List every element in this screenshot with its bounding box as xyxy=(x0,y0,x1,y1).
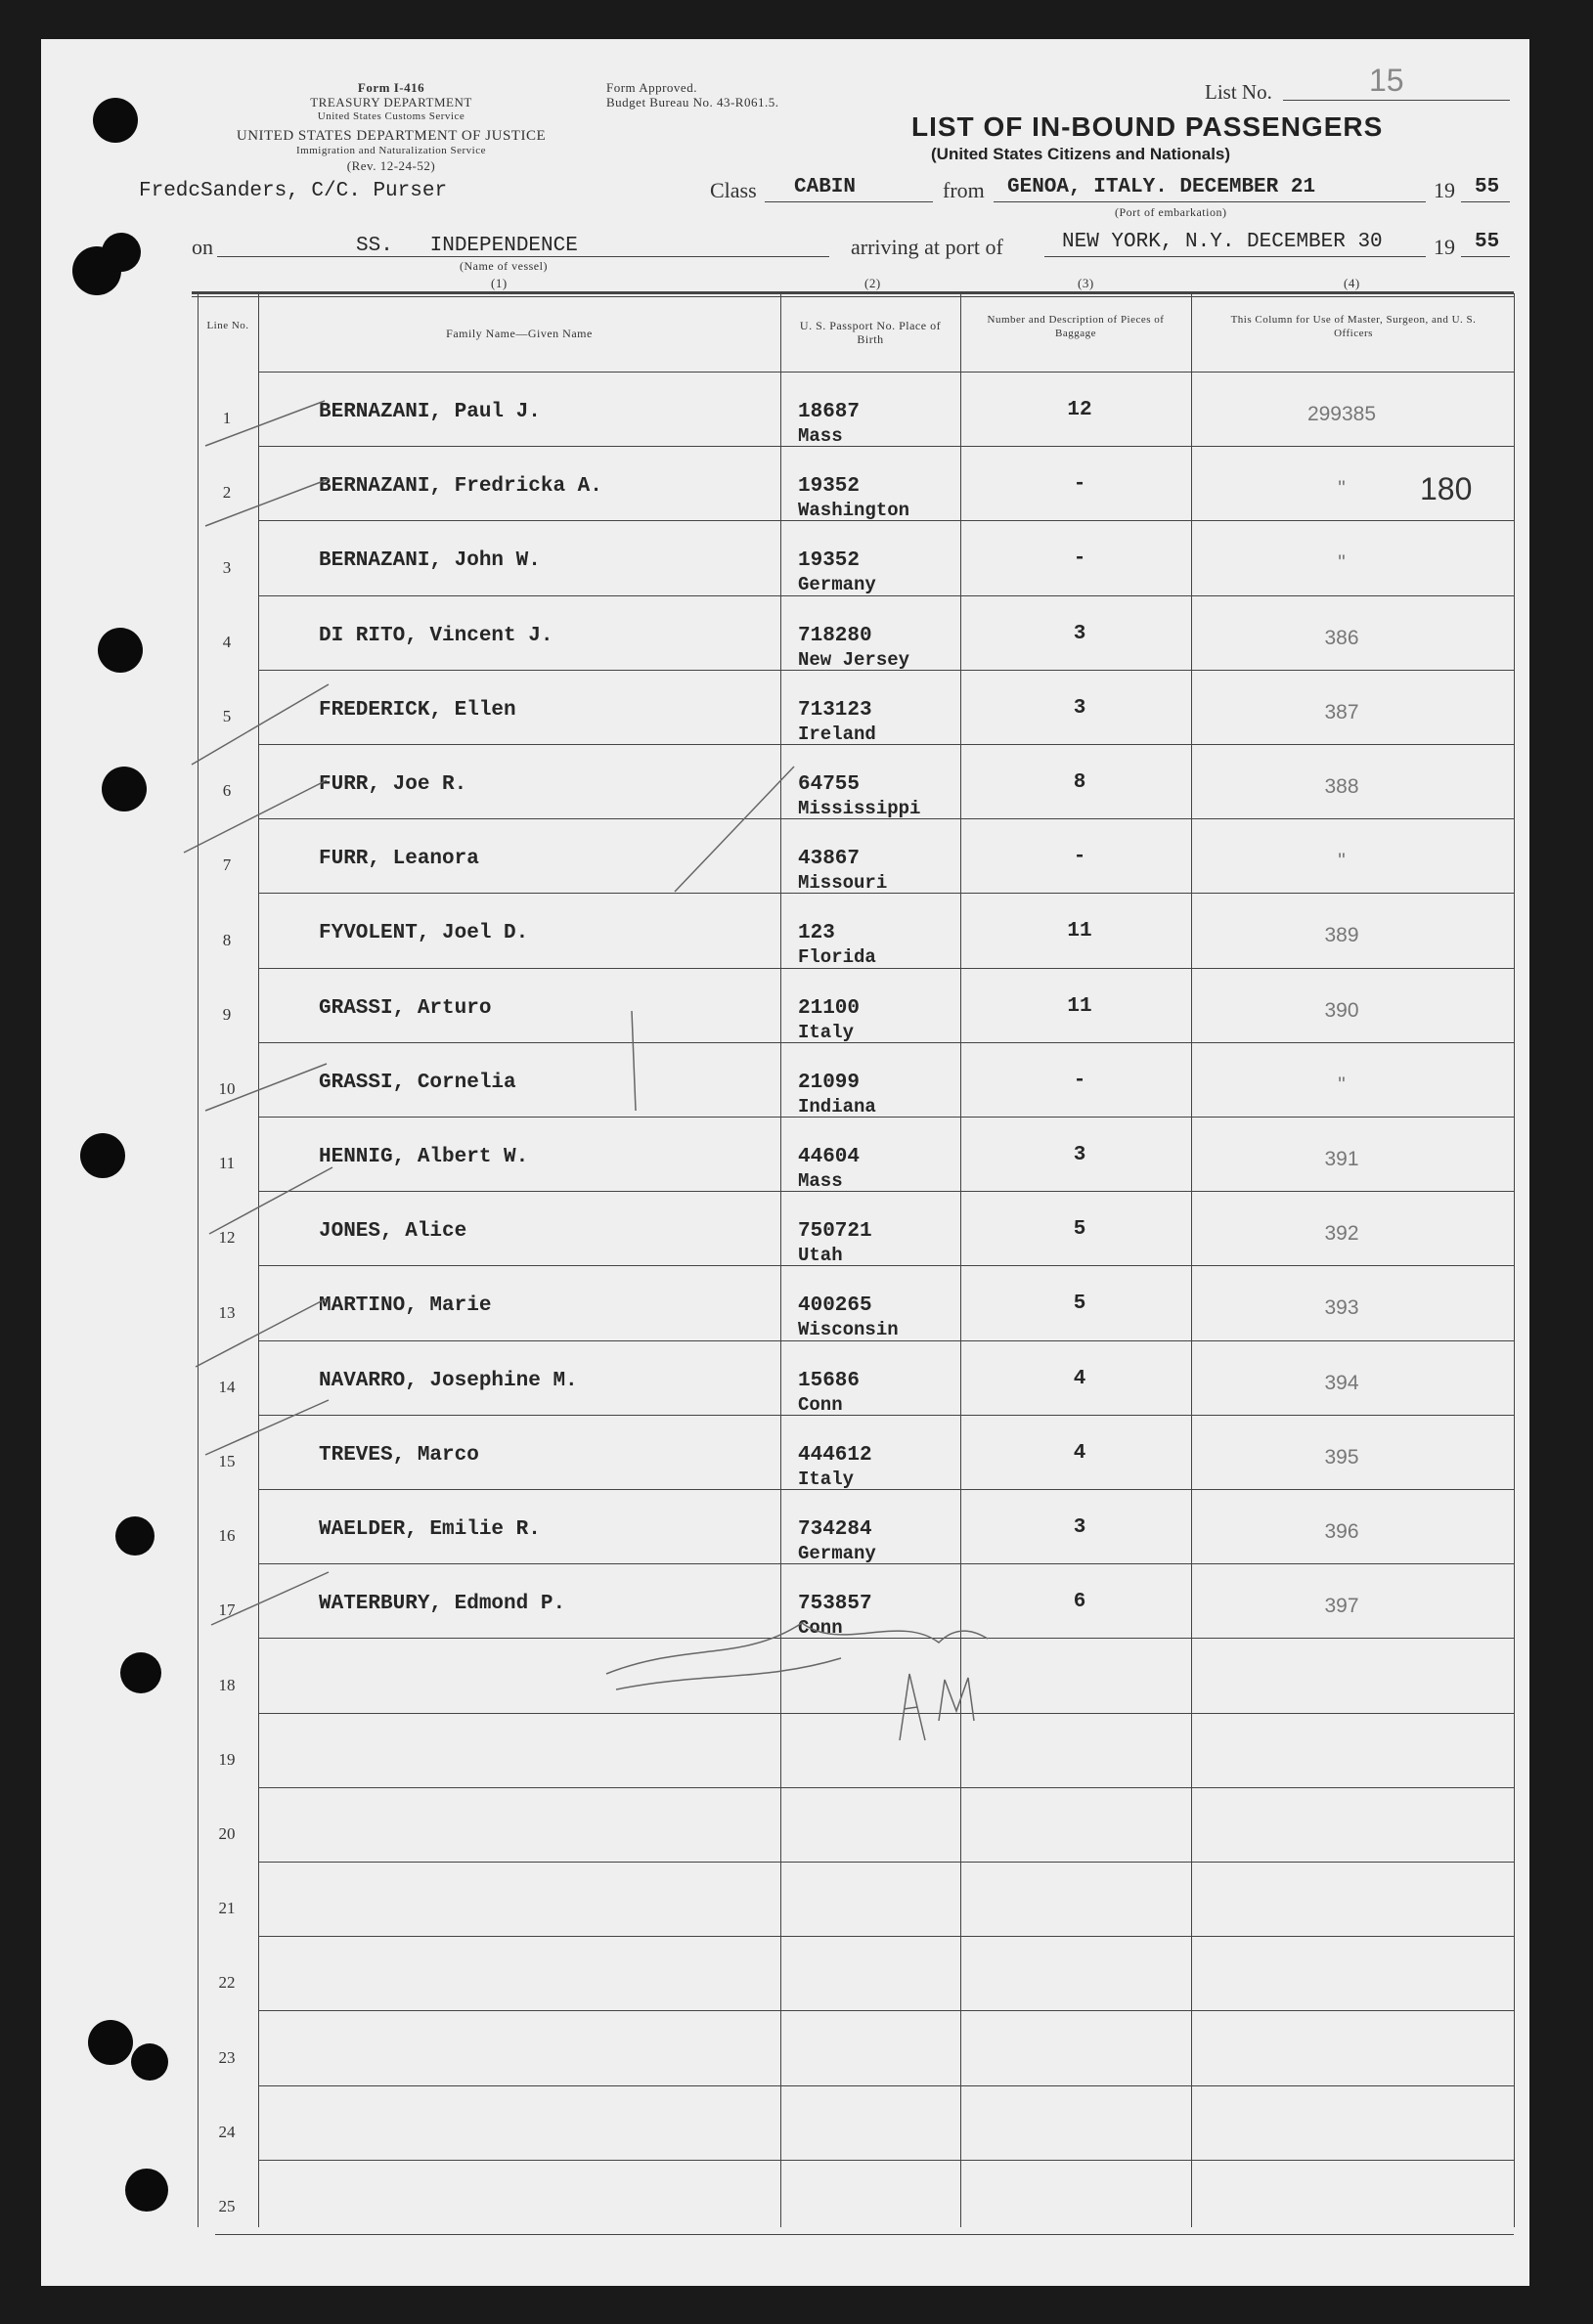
baggage-count: - xyxy=(1073,473,1086,497)
passport-number: 21100 xyxy=(798,996,861,1020)
from-label: from xyxy=(943,178,985,202)
passenger-name: GRASSI, Cornelia xyxy=(319,1071,516,1094)
passenger-name: FURR, Leanora xyxy=(319,848,479,871)
officer-note: 391 xyxy=(1324,1148,1359,1170)
place-of-birth: Mississippi xyxy=(798,798,921,819)
year-prefix: 19 xyxy=(1434,178,1455,202)
passenger-name: HENNIG, Albert W. xyxy=(319,1146,529,1168)
line-number: 18 xyxy=(218,1675,236,1694)
baggage-count: 12 xyxy=(1067,399,1092,421)
line-number: 21 xyxy=(218,1899,236,1918)
line-number: 19 xyxy=(218,1749,236,1769)
line-number: 13 xyxy=(218,1302,236,1322)
immigration-service: Immigration and Naturalization Service xyxy=(295,145,487,156)
baggage-count: 6 xyxy=(1073,1591,1086,1614)
col-header-baggage: Number and Description of Pieces of Baggage xyxy=(987,314,1165,339)
baggage-count: 3 xyxy=(1073,622,1086,645)
passenger-name: BERNAZANI, Fredricka A. xyxy=(319,475,602,499)
embarkation-port: GENOA, ITALY. DECEMBER 21 xyxy=(1007,176,1316,198)
officer-note: 390 xyxy=(1324,998,1359,1022)
col-header-passport: U. S. Passport No. Place of Birth xyxy=(799,319,942,346)
place-of-birth: Italy xyxy=(798,1021,855,1043)
passport-number: 44604 xyxy=(798,1146,861,1168)
arrival-year: 55 xyxy=(1475,231,1500,253)
class-label: Class xyxy=(710,178,757,202)
passenger-name: TREVES, Marco xyxy=(319,1443,479,1467)
place-of-birth: Conn xyxy=(798,1393,843,1416)
line-number: 1 xyxy=(222,409,232,428)
passport-number: 713123 xyxy=(798,698,872,722)
passport-number: 21099 xyxy=(798,1071,861,1094)
passenger-name: JONES, Alice xyxy=(319,1220,467,1244)
place-of-birth: Ireland xyxy=(798,723,876,745)
passport-number: 753857 xyxy=(798,1593,872,1616)
col-header-officers: This Column for Use of Master, Surgeon, and U. S. Officers xyxy=(1230,314,1477,339)
passenger-name: FURR, Joe R. xyxy=(319,773,467,796)
list-subtitle: (United States Citizens and Nationals) xyxy=(931,145,1231,163)
line-number: 23 xyxy=(218,2047,236,2067)
officer-note: " xyxy=(1338,477,1346,501)
line-number: 8 xyxy=(222,930,232,949)
line-number: 22 xyxy=(218,1973,236,1993)
port-embarkation-caption: (Port of embarkation) xyxy=(1115,205,1227,219)
passport-number: 444612 xyxy=(798,1443,872,1467)
purser-name: FredcSanders, C/C. Purser xyxy=(139,180,448,202)
passenger-name: MARTINO, Marie xyxy=(319,1294,492,1318)
baggage-count: 11 xyxy=(1067,920,1092,943)
line-number: 4 xyxy=(222,632,232,651)
line-number: 6 xyxy=(222,781,232,801)
passenger-name: BERNAZANI, John W. xyxy=(319,549,541,573)
form-revision: (Rev. 12-24-52) xyxy=(346,158,436,173)
officer-note: 393 xyxy=(1324,1296,1359,1320)
justice-dept: UNITED STATES DEPARTMENT OF JUSTICE xyxy=(236,128,547,144)
line-number: 14 xyxy=(218,1377,236,1396)
list-title: LIST OF IN-BOUND PASSENGERS xyxy=(911,111,1384,142)
col-num-2: (2) xyxy=(864,276,881,290)
budget-bureau: Budget Bureau No. 43-R061.5. xyxy=(606,95,779,110)
col-num-3: (3) xyxy=(1078,276,1094,290)
officer-note: 396 xyxy=(1324,1520,1359,1543)
officer-note: 397 xyxy=(1324,1595,1359,1618)
line-number: 17 xyxy=(218,1600,236,1620)
customs-service: United States Customs Service xyxy=(317,110,465,122)
arrival-port: NEW YORK, N.Y. DECEMBER 30 xyxy=(1062,231,1383,253)
passenger-name: DI RITO, Vincent J. xyxy=(319,624,553,647)
passenger-name: WATERBURY, Edmond P. xyxy=(319,1593,566,1616)
line-number: 16 xyxy=(218,1526,236,1546)
passenger-name: FYVOLENT, Joel D. xyxy=(319,922,529,945)
place-of-birth: Italy xyxy=(798,1468,855,1490)
form-approved: Form Approved. xyxy=(606,80,697,95)
place-of-birth: Mass xyxy=(798,425,843,447)
place-of-birth: Mass xyxy=(798,1170,843,1192)
officer-note: " xyxy=(1338,850,1346,873)
passport-number: 18687 xyxy=(798,401,861,423)
place-of-birth: Missouri xyxy=(798,872,888,895)
officer-note: 394 xyxy=(1324,1371,1359,1394)
passenger-name: NAVARRO, Josephine M. xyxy=(319,1369,578,1392)
place-of-birth: Germany xyxy=(798,1543,876,1564)
passenger-name: FREDERICK, Ellen xyxy=(319,698,516,722)
passport-number: 43867 xyxy=(798,848,861,871)
place-of-birth: Wisconsin xyxy=(798,1319,899,1341)
place-of-birth: Utah xyxy=(798,1245,843,1267)
list-number: 15 xyxy=(1369,63,1404,98)
vessel-caption: (Name of vessel) xyxy=(460,259,548,273)
col-num-1: (1) xyxy=(491,276,508,290)
passport-number: 718280 xyxy=(798,624,872,647)
passport-number: 15686 xyxy=(798,1369,861,1392)
baggage-count: - xyxy=(1073,548,1086,571)
officer-note: 299385 xyxy=(1306,403,1377,425)
passport-number: 734284 xyxy=(798,1518,872,1541)
arriving-label: arriving at port of xyxy=(851,235,1003,259)
baggage-count: - xyxy=(1073,846,1086,869)
row2-handwritten-note: 180 xyxy=(1420,471,1473,506)
embarkation-year: 55 xyxy=(1475,176,1500,198)
passport-number: 123 xyxy=(798,922,835,945)
line-number: 5 xyxy=(222,707,232,725)
baggage-count: 11 xyxy=(1067,994,1092,1018)
line-number: 10 xyxy=(218,1079,236,1098)
year-prefix-2: 19 xyxy=(1434,235,1455,259)
line-number: 20 xyxy=(218,1824,236,1843)
passport-number: 19352 xyxy=(798,475,861,499)
officer-note: " xyxy=(1338,551,1346,575)
line-number: 3 xyxy=(222,557,232,577)
line-number: 11 xyxy=(218,1154,236,1173)
place-of-birth: Florida xyxy=(798,946,876,969)
officer-note: 395 xyxy=(1324,1445,1359,1469)
baggage-count: 4 xyxy=(1073,1441,1086,1465)
col-num-4: (4) xyxy=(1344,276,1360,290)
officer-note: 392 xyxy=(1324,1222,1359,1246)
baggage-count: - xyxy=(1073,1069,1086,1092)
form-number: Form I-416 xyxy=(357,80,425,95)
on-label: on xyxy=(192,235,213,259)
baggage-count: 3 xyxy=(1073,696,1086,720)
col-header-name: Family Name—Given Name xyxy=(446,327,593,340)
line-number: 7 xyxy=(222,855,232,875)
list-no-label: List No. xyxy=(1205,80,1272,104)
col-header-line: Line No. xyxy=(206,320,249,331)
officer-note: 387 xyxy=(1324,700,1359,724)
line-number: 25 xyxy=(218,2197,236,2215)
officer-note: 388 xyxy=(1324,775,1359,798)
line-number: 15 xyxy=(218,1452,236,1470)
treasury-dept: TREASURY DEPARTMENT xyxy=(310,95,472,110)
place-of-birth: New Jersey xyxy=(798,648,910,671)
baggage-count: 3 xyxy=(1073,1144,1086,1166)
place-of-birth: Indiana xyxy=(798,1095,876,1118)
passport-number: 19352 xyxy=(798,549,861,573)
passenger-name: BERNAZANI, Paul J. xyxy=(319,401,541,423)
baggage-count: 3 xyxy=(1073,1516,1086,1539)
baggage-count: 4 xyxy=(1073,1367,1086,1390)
baggage-count: 5 xyxy=(1073,1218,1086,1242)
baggage-count: 8 xyxy=(1073,771,1086,794)
place-of-birth: Washington xyxy=(798,500,910,522)
class-value: CABIN xyxy=(794,176,857,198)
place-of-birth: Conn xyxy=(798,1617,843,1640)
baggage-count: 5 xyxy=(1073,1293,1086,1316)
place-of-birth: Germany xyxy=(798,574,876,596)
passport-number: 64755 xyxy=(798,773,861,796)
vessel-name: SS. INDEPENDENCE xyxy=(356,235,578,257)
officer-note: " xyxy=(1338,1073,1346,1096)
officer-note: 389 xyxy=(1324,924,1359,947)
line-number: 12 xyxy=(218,1228,236,1248)
passenger-name: GRASSI, Arturo xyxy=(319,996,492,1020)
line-number: 2 xyxy=(222,483,232,503)
passport-number: 400265 xyxy=(798,1294,872,1318)
officer-note: 386 xyxy=(1324,626,1359,649)
line-number: 24 xyxy=(218,2122,236,2141)
line-number: 9 xyxy=(222,1004,232,1024)
passenger-name: WAELDER, Emilie R. xyxy=(319,1518,541,1541)
passport-number: 750721 xyxy=(798,1220,872,1244)
